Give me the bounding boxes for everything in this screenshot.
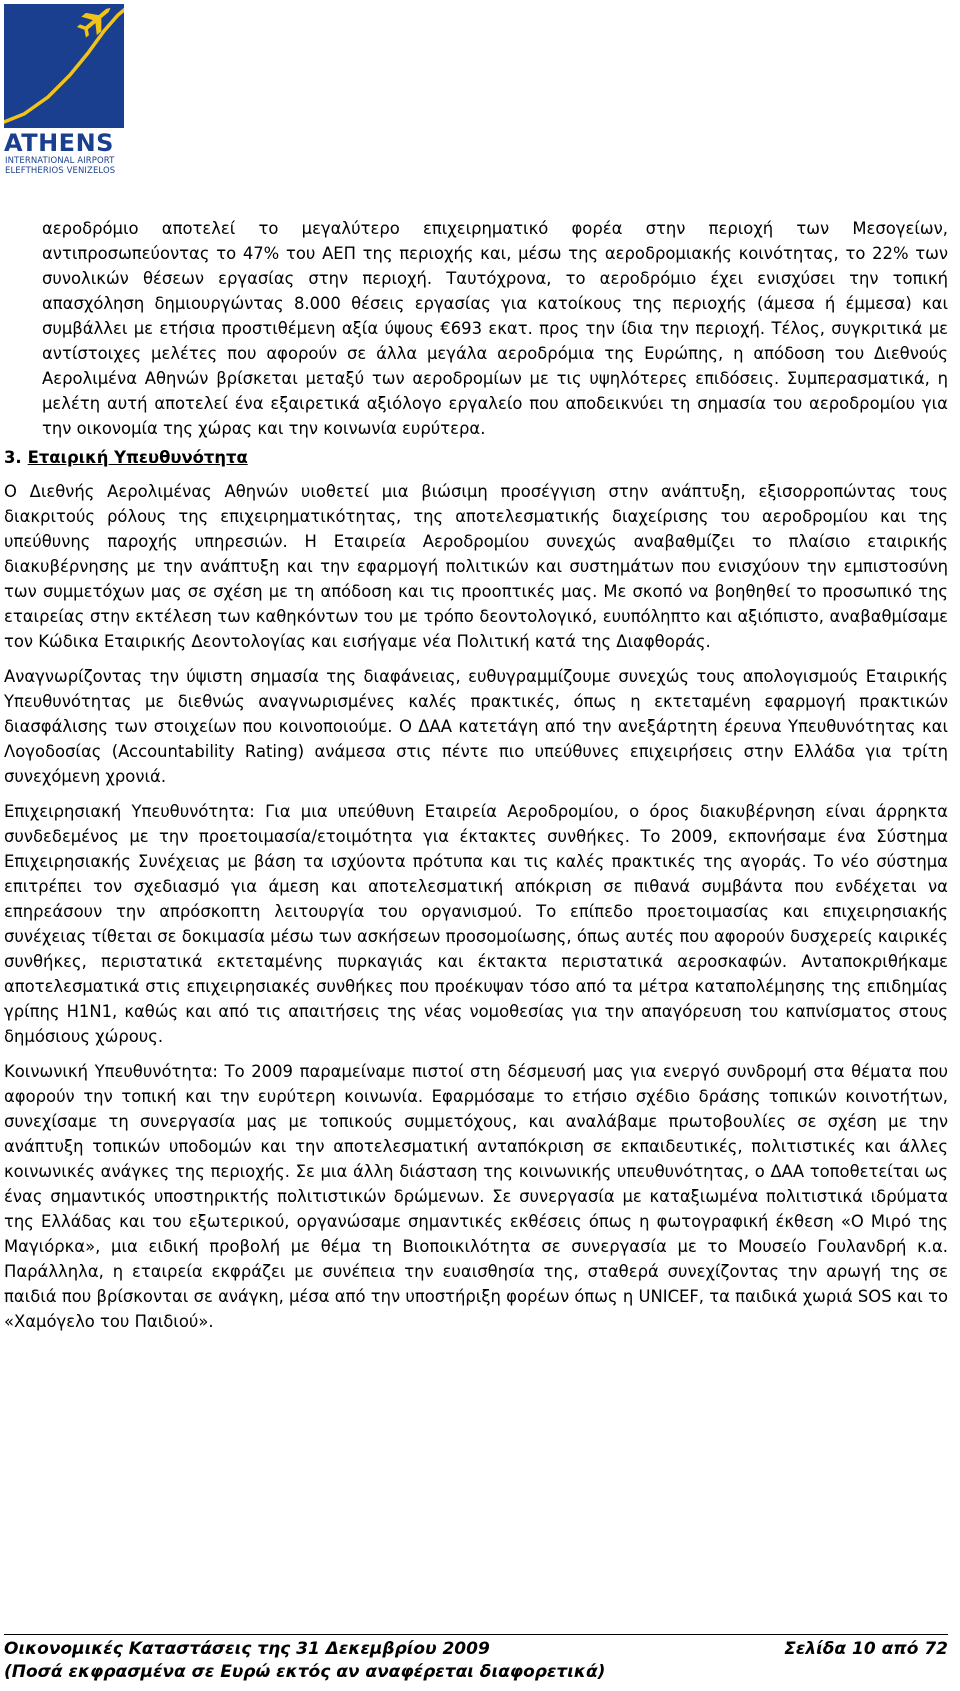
paragraph-operational-responsibility: Επιχειρησιακή Υπευθυνότητα: Για μια υπεύθυνη Εταιρεία Αεροδρομίου, ο όρος διακυβέρνηση είναι άρρηκτα συνδεδεμένος με την προετοιμασία/ετοιμότητα για έκτακτες συνθήκες. Το 2009, εκπονήσαμε ένα Σύστημα Επιχειρησιακής Συνέχειας με βάση τα ισχύοντα πρότυπα και τις καλές πρακτικές της αγοράς. Το νέο σύστημα επιτρέπει τον σχεδιασμό για άμεση και αποτελεσματική απόκριση σε πιθανά συμβάντα που ενδέχεται να επηρεάσουν την απρόσκοπτη λειτουργία του οργανισμού. Το επίπεδο προετοιμασίας και επιχειρησιακής συνέχειας τίθεται σε δοκιμασία μέσω των ασκήσεων προσομοίωσης, όπως αυτές που αφορούν δυσχερείς καιρικές συνθήκες, περιστατικά εκτεταμένης πυρκαγιάς και έκτακτα περιστατικά αεροσκαφών. Ανταποκριθήκαμε αποτελεσματικά στις επιχειρησιακές συνθήκες που προέκυψαν τόσο από τα μέτρα καταπολέμησης της επιδημίας γρίπης Η1Ν1, καθώς και από τις απαιτήσεις της νέας νομοθεσίας για την απαγόρευση του καπνίσματος στους δημόσιους χώρους. (4, 802, 948, 1046)
logo-subtitle-2: ELEFTHERIOS VENIZELOS (5, 166, 116, 176)
airplane-icon (4, 4, 124, 128)
footer-divider (4, 1634, 948, 1635)
athens-airport-logo (4, 4, 124, 176)
paragraph-social-responsibility: Κοινωνική Υπευθυνότητα: Το 2009 παραμείναμε πιστοί στη δέσμευσή μας για ενεργό συνδρομή στα θέματα που αφορούν την τοπική και την ευρύτερη κοινωνία. Εφαρμόσαμε το ετήσιο σχέδιο δράσης τοπικών κοινοτήτων, συνεχίσαμε τη συνεργασία μας με τοπικούς συμμετόχους, και αναλάβαμε πρωτοβουλίες σε σχέση με την ανάπτυξη τοπικών υποδομών και την αποτελεσματική ανταπόκριση σε εκπαιδευτικές, πολιτιστικές και άλλες κοινωνικές ανάγκες της περιοχής. Σε μια άλλη διάσταση της κοινωνικής υπευθυνότητας, ο ΔΑΑ τοποθετείται ως ένας σημαντικός υποστηρικτής πολιτιστικών δρώμενων. Σε συνεργασία με καταξιωμένα πολιτιστικά ιδρύματα της Ελλάδας και του εξωτερικού, οργανώσαμε σημαντικές εκθέσεις όπως η φωτογραφική έκθεση «Ο Μιρό της Μαγιόρκα», μια ειδική προβολή με θέμα τη Βιοποικιλότητα σε συνεργασία με το Μουσείο Γουλανδρή κ.α. Παράλληλα, η εταιρεία εκφράζει με συνέπεια την ευαισθησία της, σταθερά συνεχίζοντας την αρωγή της σε παιδιά που βρίσκονται σε ανάγκη, μέσα από την υποστήριξη φορέων όπως η UNICEF, τα παιδικά χωριά SOS και το «Χαμόγελο του Παιδιού». (4, 1062, 948, 1331)
logo-wordmark: ATHENS (4, 129, 114, 157)
section-title: Εταιρική Υπευθυνότητα (27, 448, 248, 467)
document-body (4, 216, 948, 1334)
paragraph-transparency: Αναγνωρίζοντας την ύψιστη σημασία της διαφάνειας, ευθυγραμμίζουμε συνεχώς τους απολογισμούς Εταιρικής Υπευθυνότητας με διεθνώς αναγνωρισμένες καλές πρακτικές, όπως η εκτεταμένη εφαρμογή πρακτικών διασφάλισης των στοιχείων που κοινοποιούμε. Ο ΔΑΑ κατετάγη από την ανεξάρτητη έρευνα Υπευθυνότητας και Λογοδοσίας (Accountability Rating) ανάμεσα στις πέντε πιο υπεύθυνες επιχειρήσεις στην Ελλάδα για τρίτη συνεχόμενη χρονιά. (4, 667, 948, 786)
logo-subtitle-1: INTERNATIONAL AIRPORT (5, 156, 115, 166)
paragraph-overview: Ο Διεθνής Αερολιμένας Αθηνών υιοθετεί μια βιώσιμη προσέγγιση στην ανάπτυξη, εξισορροπώντας τους διακριτούς ρόλους της επιχειρηματικότητας, της αποτελεσματικής διαχείρισης του αεροδρομίου και της υπεύθυνης παροχής υπηρεσιών. Η Εταιρεία Αεροδρομίου συνεχώς αναβαθμίζει το πλαίσιο εταιρικής διακυβέρνησης με την ανάπτυξη και την εφαρμογή πολιτικών και συστημάτων που ενισχύουν την εμπιστοσύνη των συμμετόχων μας σε σχέση με τη απόδοση και τις προοπτικές μας. Με σκοπό να βοηθηθεί το προσωπικό της εταιρείας στην εκτέλεση των καθηκόντων του με τρόπο δεοντολογικό, ευυπόληπτο και αξιόπιστο, αναβαθμίσαμε τον Κώδικα Εταιρικής Δεοντολογίας και εισήγαμε νέα Πολιτική κατά της Διαφθοράς. (4, 482, 948, 651)
section-heading (4, 446, 948, 470)
footer-note: (Ποσά εκφρασμένα σε Ευρώ εκτός αν αναφέρεται διαφορετικά) (4, 1662, 606, 1682)
intro-paragraph: αεροδρόμιο αποτελεί το μεγαλύτερο επιχειρηματικό φορέα στην περιοχή των Μεσογείων, αντιπροσωπεύοντας το 47% του ΑΕΠ της περιοχής και, μέσω της αεροδρομιακής κοινότητας, το 22% των συνολικών θέσεων εργασίας στην περιοχή. Ταυτόχρονα, το αεροδρόμιο έχει ενισχύσει την τοπική απασχόληση δημιουργώντας 8.000 θέσεις εργασίας για κατοίκους της περιοχής (άμεσα ή έμμεσα) και συμβάλλει με ετήσια προστιθέμενη αξία ύψους €693 εκατ. προς την ίδια την περιοχή. Τέλος, συγκριτικά με αντίστοιχες μελέτες που αφορούν σε άλλα μεγάλα αεροδρόμια της Ευρώπης, η απόδοση του Διεθνούς Αερολιμένα Αθηνών βρίσκεται μεταξύ των αεροδρομίων με τις υψηλότερες επιδόσεις. Συμπερασματικά, η μελέτη αυτή αποτελεί ένα εξαιρετικά αξιόλογο εργαλείο που αποδεικνύει τη σημασία του αεροδρομίου για την οικονομία της χώρας και την κοινωνία ευρύτερα. (42, 219, 948, 438)
section-number: 3. (4, 448, 22, 467)
footer-title: Οικονομικές Καταστάσεις της 31 Δεκεμβρίου 2009 (4, 1639, 490, 1659)
page-number: Σελίδα 10 από 72 (784, 1639, 948, 1659)
